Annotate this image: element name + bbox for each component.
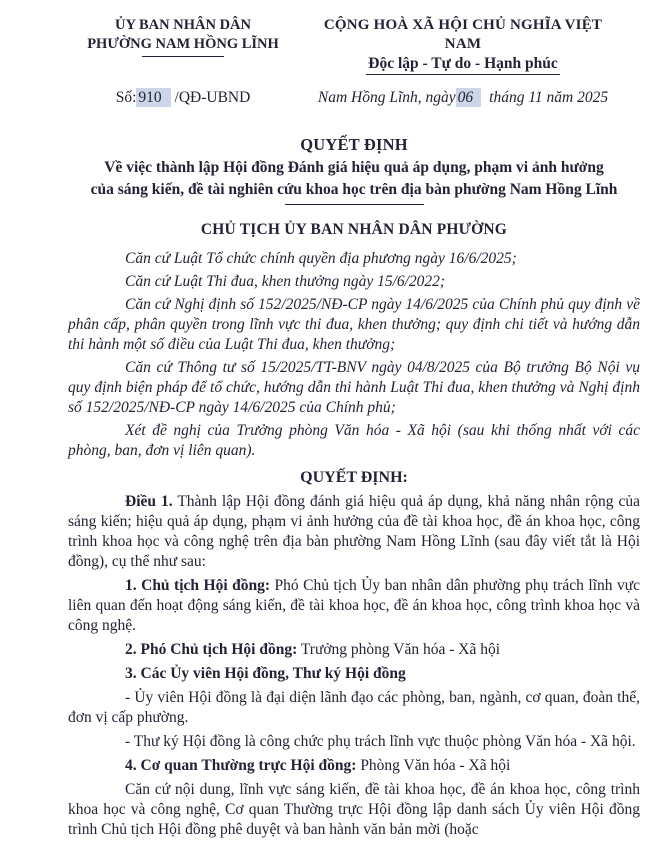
- council-item-1: [68, 576, 640, 636]
- article-1-text: Thành lập Hội đồng đánh giá hiệu quả áp dụng, khả năng nhân rộng của sáng kiến; hiệu quả áp dụng, phạm vi ảnh hưởng của đề tài khoa học, đề án khoa học, công trình khoa học và công nghệ trên địa bàn phường Nam Hồng Lĩnh (sau đây viết tắt là Hội đồng), cụ thể như sau:: [68, 493, 640, 570]
- subject-divider: [285, 204, 424, 205]
- national-name: CỘNG HOÀ XÃ HỘI CHỦ NGHĨA VIỆT NAM: [323, 17, 603, 52]
- council-item-1-text: Phó Chủ tịch Ủy ban nhân dân phường phụ trách lĩnh vực liên quan đến hoạt động sáng kiến, đề tài khoa học, đề án khoa học, công trình khoa học và công nghệ.: [68, 577, 640, 634]
- council-item-2-text: Trưởng phòng Văn hóa - Xã hội: [300, 641, 501, 658]
- date-day-field[interactable]: 06: [456, 88, 482, 107]
- doc-title: QUYẾT ĐỊNH: [300, 135, 408, 154]
- dateline-suffix: tháng 11 năm 2025: [489, 89, 609, 106]
- council-item-3-label: 3. Các Ủy viên Hội đồng, Thư ký Hội đồng: [125, 665, 406, 682]
- decision-heading: QUYẾT ĐỊNH:: [300, 469, 408, 486]
- preamble-paragraph: Căn cứ Luật Tổ chức chính quyền địa phương ngày 16/6/2025;: [125, 250, 517, 267]
- preamble-paragraph: Căn cứ Thông tư số 15/2025/TT-BNV ngày 04/8/2025 của Bộ trưởng Bộ Nội vụ quy định biện pháp để tổ chức, hướng dẫn thi hành Luật Thi đua, khen thưởng và Nghị định số 152/2025/NĐ-CP ngày 14/6/2025 của Chính phủ;: [68, 359, 640, 416]
- articles-section: [68, 492, 640, 840]
- dateline: [304, 87, 622, 108]
- issuer-name-line2: PHƯỜNG NAM HỒNG LĨNH: [87, 36, 279, 52]
- title-block: [68, 134, 640, 205]
- dateline-prefix: Nam Hồng Lĩnh, ngày: [317, 89, 456, 106]
- doc-number-suffix: /QĐ-UBND: [170, 89, 251, 106]
- article-1-label: Điều 1.: [125, 493, 173, 510]
- issuer-underline: [142, 56, 224, 57]
- number-date-row: [68, 87, 640, 108]
- council-item-3-sub1: - Ủy viên Hội đồng là đại diện lãnh đạo các phòng, ban, ngành, cơ quan, đoàn thể, đơn vị cấp phường.: [68, 689, 640, 726]
- preamble-paragraph: Xét đề nghị của Trưởng phòng Văn hóa - Xã hội (sau khi thống nhất với các phòng, ban, đơn vị liên quan).: [68, 422, 640, 459]
- issuer-name-line1: ỦY BAN NHÂN DÂN: [114, 17, 251, 33]
- national-motto: Độc lập - Tự do - Hạnh phúc: [366, 54, 559, 75]
- doc-subject: [68, 157, 640, 200]
- doc-number: [68, 87, 298, 108]
- council-item-3: [68, 664, 640, 684]
- council-item-2: [68, 640, 640, 660]
- preamble-paragraph: Căn cứ Luật Thi đua, khen thưởng ngày 15/6/2022;: [125, 273, 446, 290]
- authority-heading: CHỦ TỊCH ỦY BAN NHÂN DÂN PHƯỜNG: [200, 221, 508, 238]
- council-item-3-sub2: - Thư ký Hội đồng là công chức phụ trách lĩnh vực thuộc phòng Văn hóa - Xã hội.: [125, 733, 636, 750]
- council-item-2-label: 2. Phó Chủ tịch Hội đồng:: [125, 641, 298, 658]
- preamble-section: [68, 249, 640, 461]
- council-item-4-label: 4. Cơ quan Thường trực Hội đồng:: [125, 757, 357, 774]
- article-1: [68, 492, 640, 572]
- national-block: [304, 16, 622, 75]
- issuer-block: [68, 16, 298, 57]
- doc-subject-line2: của sáng kiến, đề tài nghiên cứu khoa học trên địa bàn phường Nam Hồng Lĩnh: [90, 180, 618, 198]
- closing-paragraph: Căn cứ nội dung, lĩnh vực sáng kiến, đề tài khoa học, đề án khoa học, công trình khoa học và công nghệ, Cơ quan Thường trực Hội đồng lập danh sách Ủy viên Hội đồng trình Chủ tịch Hội đồng phê duyệt và ban hành văn bản mời (hoặc: [68, 781, 640, 838]
- council-item-4-text: Phòng Văn hóa - Xã hội: [360, 757, 511, 774]
- council-item-1-label: 1. Chủ tịch Hội đồng:: [125, 577, 271, 594]
- doc-number-field[interactable]: 910: [136, 88, 170, 107]
- doc-header: [68, 16, 640, 75]
- doc-number-prefix: Số:: [115, 89, 137, 106]
- council-item-4: [68, 756, 640, 776]
- preamble-paragraph: Căn cứ Nghị định số 152/2025/NĐ-CP ngày 14/6/2025 của Chính phủ quy định về phân cấp, phân quyền trong lĩnh vực thi đua, khen thưởng; quy định chi tiết và hướng dẫn thi hành một số điều của Luật Thi đua, khen thưởng;: [68, 296, 640, 353]
- doc-subject-line1: Về việc thành lập Hội đồng Đánh giá hiệu quả áp dụng, phạm vi ảnh hưởng: [104, 159, 604, 176]
